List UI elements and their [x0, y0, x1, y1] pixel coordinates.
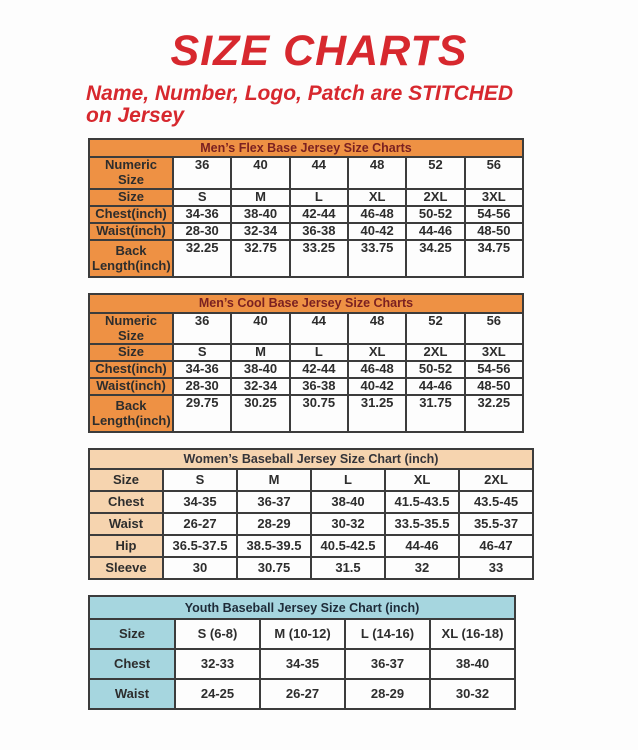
size-value-cell: 2XL — [406, 344, 464, 361]
tables-container — [88, 138, 638, 711]
size-value-cell: 31.75 — [406, 395, 464, 432]
size-value-cell: 38-40 — [430, 649, 515, 679]
size-value-cell: 2XL — [459, 469, 533, 491]
size-value-cell: 32-33 — [175, 649, 260, 679]
size-value-cell: 36-38 — [290, 223, 348, 240]
table-title: Men’s Flex Base Jersey Size Charts — [89, 139, 523, 157]
size-value-cell: 32.25 — [173, 240, 231, 277]
row-label: Waist — [89, 513, 163, 535]
row-label: Size — [89, 469, 163, 491]
size-value-cell: 36.5-37.5 — [163, 535, 237, 557]
size-value-cell: 40-42 — [348, 223, 406, 240]
size-value-cell: 26-27 — [163, 513, 237, 535]
size-value-cell: 24-25 — [175, 679, 260, 709]
size-value-cell: S (6-8) — [175, 619, 260, 649]
size-value-cell: 26-27 — [260, 679, 345, 709]
size-value-cell: 46-48 — [348, 206, 406, 223]
table-row — [89, 206, 523, 223]
size-value-cell: 50-52 — [406, 206, 464, 223]
size-value-cell: 38-40 — [231, 361, 289, 378]
size-value-cell: 42-44 — [290, 206, 348, 223]
table-row — [89, 157, 523, 189]
size-value-cell: XL — [385, 469, 459, 491]
size-value-cell: 44-46 — [406, 378, 464, 395]
size-value-cell: 41.5-43.5 — [385, 491, 459, 513]
table-row — [89, 557, 533, 579]
size-value-cell: 44 — [290, 157, 348, 189]
size-value-cell: 48-50 — [465, 223, 523, 240]
table-row — [89, 189, 523, 206]
size-value-cell: 34-36 — [173, 361, 231, 378]
size-value-cell: 33.5-35.5 — [385, 513, 459, 535]
size-value-cell: 48 — [348, 313, 406, 345]
page-subtitle — [86, 83, 638, 128]
table-title-row — [89, 596, 515, 619]
size-value-cell: 34-35 — [163, 491, 237, 513]
table-row — [89, 491, 533, 513]
size-value-cell: 34.75 — [465, 240, 523, 277]
size-table-womens-baseball — [88, 448, 534, 580]
size-value-cell: 38-40 — [231, 206, 289, 223]
table-row — [89, 344, 523, 361]
table-row — [89, 649, 515, 679]
size-value-cell: 2XL — [406, 189, 464, 206]
size-value-cell: 48-50 — [465, 378, 523, 395]
row-label: Chest — [89, 649, 175, 679]
size-value-cell: 33 — [459, 557, 533, 579]
size-value-cell: 30.75 — [290, 395, 348, 432]
size-value-cell: 50-52 — [406, 361, 464, 378]
row-label: Size — [89, 344, 173, 361]
size-table-mens-cool-base — [88, 293, 524, 433]
size-value-cell: 56 — [465, 157, 523, 189]
size-value-cell: S — [173, 344, 231, 361]
row-label: Sleeve — [89, 557, 163, 579]
size-value-cell: 44-46 — [406, 223, 464, 240]
size-value-cell: 34.25 — [406, 240, 464, 277]
size-value-cell: L — [290, 344, 348, 361]
size-table-youth-baseball — [88, 595, 516, 710]
size-value-cell: S — [163, 469, 237, 491]
size-value-cell: 43.5-45 — [459, 491, 533, 513]
size-value-cell: 54-56 — [465, 361, 523, 378]
size-value-cell: 34-35 — [260, 649, 345, 679]
size-value-cell: 28-30 — [173, 223, 231, 240]
size-value-cell: 56 — [465, 313, 523, 345]
size-value-cell: 32.75 — [231, 240, 289, 277]
size-value-cell: 28-29 — [237, 513, 311, 535]
size-value-cell: 38-40 — [311, 491, 385, 513]
size-value-cell: 52 — [406, 157, 464, 189]
size-value-cell: M — [231, 189, 289, 206]
size-value-cell: 3XL — [465, 344, 523, 361]
size-value-cell: 44 — [290, 313, 348, 345]
size-value-cell: 36-37 — [345, 649, 430, 679]
size-value-cell: L — [290, 189, 348, 206]
size-value-cell: L (14-16) — [345, 619, 430, 649]
size-value-cell: 40 — [231, 157, 289, 189]
table-row — [89, 378, 523, 395]
size-value-cell: 29.75 — [173, 395, 231, 432]
table-row — [89, 679, 515, 709]
table-title: Men’s Cool Base Jersey Size Charts — [89, 294, 523, 312]
size-value-cell: 40-42 — [348, 378, 406, 395]
table-row — [89, 361, 523, 378]
row-label: Waist — [89, 679, 175, 709]
size-value-cell: 31.5 — [311, 557, 385, 579]
size-value-cell: 54-56 — [465, 206, 523, 223]
size-value-cell: M — [231, 344, 289, 361]
row-label: Back Length(inch) — [89, 240, 173, 277]
row-label: Size — [89, 189, 173, 206]
table-title-row — [89, 294, 523, 312]
table-row — [89, 223, 523, 240]
size-value-cell: 38.5-39.5 — [237, 535, 311, 557]
size-value-cell: 28-29 — [345, 679, 430, 709]
size-value-cell: 32 — [385, 557, 459, 579]
subtitle-line-2: on Jersey — [86, 104, 185, 128]
table-row — [89, 619, 515, 649]
size-value-cell: 30-32 — [311, 513, 385, 535]
size-value-cell: 35.5-37 — [459, 513, 533, 535]
size-value-cell: 30.25 — [231, 395, 289, 432]
size-value-cell: S — [173, 189, 231, 206]
size-value-cell: M — [237, 469, 311, 491]
table-row — [89, 535, 533, 557]
size-value-cell: 33.25 — [290, 240, 348, 277]
row-label: Chest — [89, 491, 163, 513]
size-value-cell: 30-32 — [430, 679, 515, 709]
table-title-row — [89, 449, 533, 469]
size-value-cell: 36 — [173, 157, 231, 189]
size-value-cell: 32.25 — [465, 395, 523, 432]
size-value-cell: 30.75 — [237, 557, 311, 579]
table-row — [89, 469, 533, 491]
size-value-cell: 3XL — [465, 189, 523, 206]
size-value-cell: 42-44 — [290, 361, 348, 378]
size-value-cell: 28-30 — [173, 378, 231, 395]
size-value-cell: 46-47 — [459, 535, 533, 557]
size-value-cell: 36-37 — [237, 491, 311, 513]
subtitle-line-1: Name, Number, Logo, Patch are STITCHED — [86, 82, 514, 105]
size-value-cell: 36-38 — [290, 378, 348, 395]
table-title: Women’s Baseball Jersey Size Chart (inch) — [89, 449, 533, 469]
table-title-row — [89, 139, 523, 157]
row-label: Waist(inch) — [89, 223, 173, 240]
row-label: Numeric Size — [89, 157, 173, 189]
row-label: Hip — [89, 535, 163, 557]
size-value-cell: XL (16-18) — [430, 619, 515, 649]
size-value-cell: 44-46 — [385, 535, 459, 557]
table-row — [89, 313, 523, 345]
size-value-cell: 31.25 — [348, 395, 406, 432]
size-value-cell: 30 — [163, 557, 237, 579]
size-value-cell: 36 — [173, 313, 231, 345]
row-label: Waist(inch) — [89, 378, 173, 395]
table-row — [89, 395, 523, 432]
size-value-cell: L — [311, 469, 385, 491]
row-label: Back Length(inch) — [89, 395, 173, 432]
size-table-mens-flex-base — [88, 138, 524, 278]
size-value-cell: M (10-12) — [260, 619, 345, 649]
size-value-cell: 32-34 — [231, 223, 289, 240]
size-value-cell: 52 — [406, 313, 464, 345]
row-label: Chest(inch) — [89, 206, 173, 223]
size-value-cell: 32-34 — [231, 378, 289, 395]
size-value-cell: 40 — [231, 313, 289, 345]
row-label: Size — [89, 619, 175, 649]
size-value-cell: 40.5-42.5 — [311, 535, 385, 557]
page-title: SIZE CHARTS — [170, 27, 468, 75]
size-value-cell: 34-36 — [173, 206, 231, 223]
table-row — [89, 240, 523, 277]
table-row — [89, 513, 533, 535]
size-value-cell: XL — [348, 344, 406, 361]
size-value-cell: XL — [348, 189, 406, 206]
size-value-cell: 33.75 — [348, 240, 406, 277]
size-value-cell: 46-48 — [348, 361, 406, 378]
row-label: Chest(inch) — [89, 361, 173, 378]
size-value-cell: 48 — [348, 157, 406, 189]
table-title: Youth Baseball Jersey Size Chart (inch) — [89, 596, 515, 619]
row-label: Numeric Size — [89, 313, 173, 345]
